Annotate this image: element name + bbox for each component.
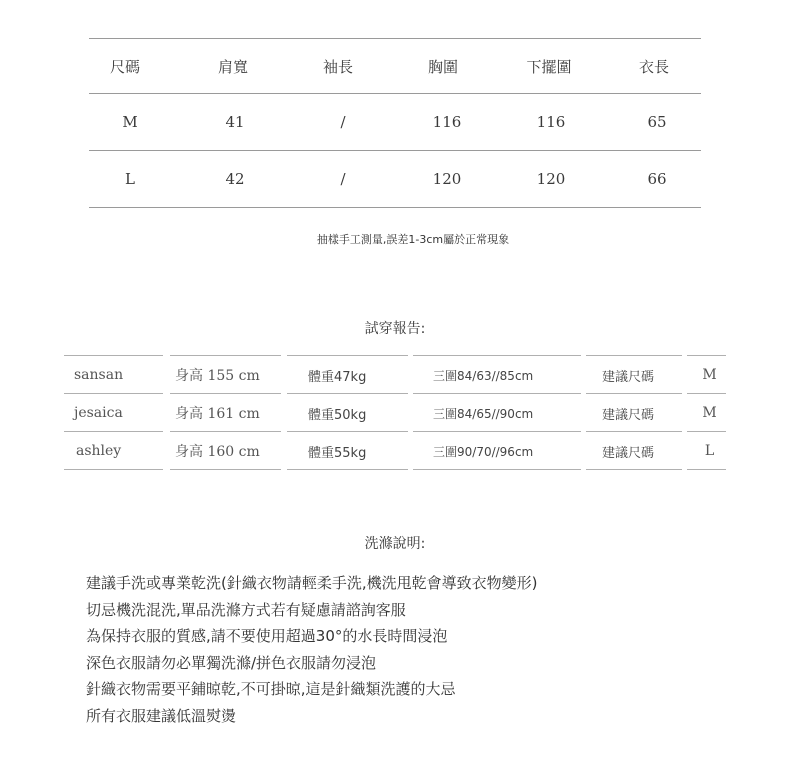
cell-shoulder: 42 [225,170,245,188]
cell-length: 66 [647,170,667,188]
tester-name: ashley [64,433,163,470]
tester-measurements: 三圍84/63//85cm [413,357,581,394]
header-length: 衣長 [638,57,669,76]
list-item: 深色衣服請勿必單獨洗滌/拼色衣服請勿浸泡 [86,653,377,672]
tester-height: 身高 155 cm [170,357,281,394]
suggested-size: M [687,357,726,394]
header-sleeve: 袖長 [322,57,353,76]
suggested-size-label: 建議尺碼 [586,357,682,394]
header-size: 尺碼 [109,57,140,76]
list-item: 切忌機洗混洗,單品洗滌方式若有疑慮請諮詢客服 [86,600,406,619]
table-row [89,150,701,208]
cell-hem: 120 [536,170,566,188]
cell-chest: 120 [432,170,462,188]
measurement-note: 抽樣手工測量,誤差1-3cm屬於正常現象 [316,233,510,246]
list-item: 針織衣物需要平鋪晾乾,不可掛晾,這是針織類洗護的大忌 [86,680,456,699]
suggested-size: M [687,395,726,432]
fit-top-line [170,355,281,356]
tester-measurements: 三圍90/70//96cm [413,433,581,470]
tester-weight: 體重50kg [287,395,408,432]
suggested-size: L [687,433,726,470]
suggested-size-label: 建議尺碼 [586,433,682,470]
tester-measurements: 三圍84/65//90cm [413,395,581,432]
fitting-report-title: 試穿報告: [364,321,426,337]
tester-name: sansan [64,357,163,394]
list-item: 所有衣服建議低溫熨燙 [86,706,237,725]
cell-length: 65 [647,113,667,131]
washing-title: 洗滌說明: [364,536,426,552]
list-item: 為保持衣服的質感,請不要使用超過30°的水長時間浸泡 [86,627,448,646]
fit-top-line [64,355,163,356]
header-chest: 胸圍 [427,57,458,76]
suggested-size-label: 建議尺碼 [586,395,682,432]
fit-top-line [586,355,682,356]
fit-top-line [413,355,581,356]
tester-height: 身高 160 cm [170,433,281,470]
tester-weight: 體重55kg [287,433,408,470]
table-row [89,93,701,150]
header-shoulder: 肩寬 [217,57,248,76]
list-item: 建議手洗或專業乾洗(針織衣物請輕柔手洗,機洗甩乾會導致衣物變形) [86,574,538,592]
tester-height: 身高 161 cm [170,395,281,432]
tester-weight: 體重47kg [287,357,408,394]
size-table-header [89,38,701,93]
tester-name: jesaica [64,395,163,432]
washing-list [86,570,537,730]
fit-top-line [687,355,726,356]
cell-hem: 116 [536,113,566,131]
cell-size: M [122,113,138,131]
cell-sleeve: / [340,113,346,131]
cell-sleeve: / [340,170,346,188]
header-hem: 下擺圍 [526,57,572,76]
cell-shoulder: 41 [225,113,245,131]
cell-chest: 116 [432,113,462,131]
cell-size: L [125,170,135,188]
fit-top-line [287,355,408,356]
size-table [89,38,701,208]
